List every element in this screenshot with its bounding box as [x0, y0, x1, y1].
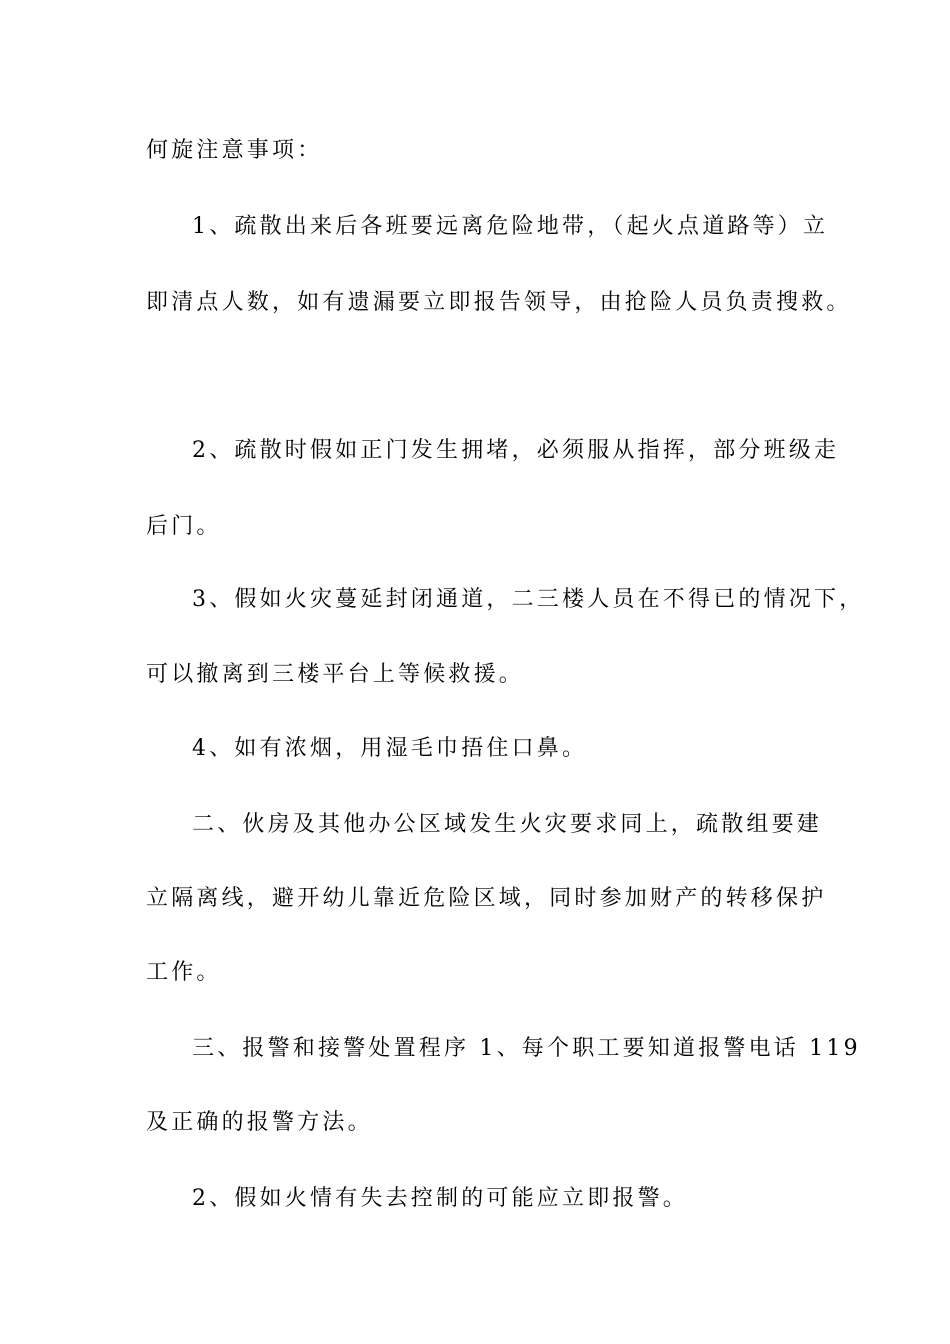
paragraph-line: 2、假如火情有失去控制的可能应立即报警。 [192, 1186, 688, 1211]
paragraph-line: 二、伙房及其他办公区域发生火灾要求同上，疏散组要建 [192, 812, 823, 837]
paragraph-line: 工作。 [146, 960, 222, 985]
paragraph-line: 4、如有浓烟，用湿毛巾捂住口鼻。 [192, 736, 588, 761]
section-heading: 何旋注意事项： [146, 138, 323, 163]
paragraph-line: 后门。 [146, 514, 222, 539]
paragraph-line: 立隔离线，避开幼儿靠近危险区域，同时参加财产的转移保护 [146, 886, 827, 911]
paragraph-line: 1、疏散出来后各班要远离危险地带，（起火点道路等）立 [192, 214, 829, 239]
paragraph-line: 即清点人数，如有遗漏要立即报告领导，由抢险人员负责搜救。 [146, 290, 852, 315]
paragraph-line: 3、假如火灾蔓延封闭通道，二三楼人员在不得已的情况下， [192, 587, 865, 612]
paragraph-line: 2、疏散时假如正门发生拥堵，必须服从指挥，部分班级走 [192, 438, 840, 463]
paragraph-line: 及正确的报警方法。 [146, 1110, 373, 1135]
paragraph-line: 可以撤离到三楼平台上等候救援。 [146, 662, 525, 687]
paragraph-line: 三、报警和接警处置程序 1、每个职工要知道报警电话 119 [192, 1036, 861, 1061]
